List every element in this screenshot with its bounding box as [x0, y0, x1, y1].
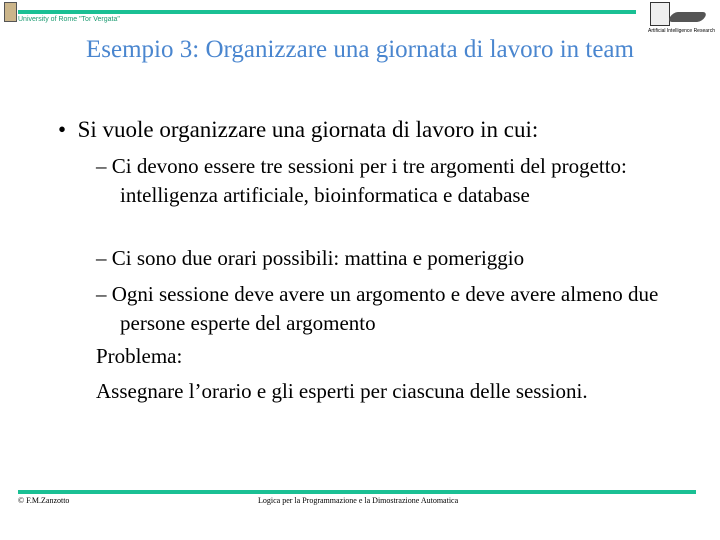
- subitem-text: Ci devono essere tre sessioni per i tre argomenti del progetto: intelligenza artificiale, bioinformatica e database: [111, 154, 627, 207]
- slide-title: Esempio 3: Organizzare una giornata di lavoro in team: [86, 36, 634, 63]
- subitem: – Ogni sessione deve avere un argomento e deve avere almeno due persone esperte del argomento: [96, 282, 659, 335]
- problem-label: Problema:: [96, 344, 183, 368]
- bullet-text: Si vuole organizzare una giornata di lavoro in cui:: [77, 117, 539, 142]
- main-bullet: [58, 117, 698, 143]
- footer-author: © F.M.Zanzotto: [18, 496, 70, 505]
- subitem: – Ci sono due orari possibili: mattina e pomeriggio: [96, 246, 525, 270]
- subitem-text: Ogni sessione deve avere un argomento e deve avere almeno due persone esperte del argomento: [111, 282, 659, 335]
- subitem-text: Ci sono due orari possibili: mattina e pomeriggio: [111, 246, 525, 270]
- ai-research-caption: Artificial Intelligence Research: [648, 28, 715, 34]
- footer-rule: [18, 490, 696, 494]
- computer-logo-icon: [650, 2, 670, 26]
- problem-text: Assegnare l’orario e gli esperti per ciascuna delle sessioni.: [96, 379, 588, 403]
- university-logo: [4, 2, 17, 22]
- logo-swoosh: [667, 12, 708, 22]
- header-rule: [18, 10, 636, 14]
- bullet-dot: •: [58, 117, 78, 142]
- university-name: University of Rome "Tor Vergata": [18, 16, 120, 23]
- footer-course: Logica per la Programmazione e la Dimostrazione Automatica: [258, 496, 459, 505]
- subitem: – Ci devono essere tre sessioni per i tre argomenti del progetto: intelligenza artificiale, bioinformatica e database: [96, 154, 627, 207]
